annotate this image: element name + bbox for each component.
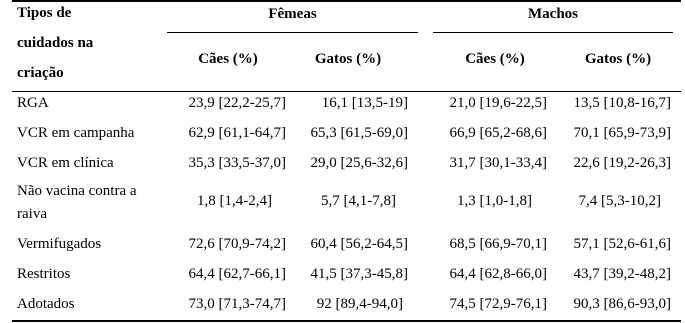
row-label: Adotados (17, 296, 75, 312)
row-label: VCR em campanha (17, 125, 135, 141)
cell-female-cats: 5,7 [4,1-7,8] (321, 193, 396, 209)
cell-male-cats: 90,3 [86,6-93,0] (573, 296, 671, 312)
male-cats-header: Gatos (%) (584, 51, 652, 67)
cell-female-dogs: 62,9 [61,1-64,7] (188, 125, 286, 141)
cell-female-cats: 41,5 [37,3-45,8] (310, 266, 408, 282)
row-label: Restritos (17, 266, 71, 282)
cell-female-dogs: 72,6 [70,9-74,2] (188, 236, 286, 252)
female-group-rule (167, 32, 418, 33)
cell-male-cats: 70,1 [65,9-73,9] (573, 125, 671, 141)
male-group-header: Machos (528, 6, 578, 22)
cell-male-dogs: 21,0 [19,6-22,5] (449, 95, 547, 111)
cell-female-cats: 16,1 [13,5-19] (321, 95, 408, 111)
cell-male-cats: 13,5 [10,8-16,7] (573, 95, 671, 111)
cell-female-cats: 60,4 [56,2-64,5] (310, 236, 408, 252)
row-label: RGA (17, 95, 49, 111)
cell-male-dogs: 1,3 [1,0-1,8] (457, 193, 532, 209)
cell-female-cats: 92 [89,4-94,0] (316, 296, 403, 312)
header-bottom-rule (12, 91, 681, 92)
row-label-header-line1: Tipos de (17, 5, 72, 21)
cell-female-dogs: 23,9 [22,2-25,7] (188, 95, 286, 111)
cell-male-dogs: 64,4 [62,8-66,0] (449, 266, 547, 282)
cell-female-cats: 65,3 [61,5-69,0] (310, 125, 408, 141)
female-group-header: Fêmeas (268, 6, 317, 22)
row-label-line1: Não vacina contra a (17, 183, 137, 199)
cell-male-cats: 43,7 [39,2-48,2] (573, 266, 671, 282)
male-group-rule (433, 32, 673, 33)
cell-male-dogs: 66,9 [65,2-68,6] (449, 125, 547, 141)
cell-female-dogs: 73,0 [71,3-74,7] (188, 296, 286, 312)
cell-male-dogs: 31,7 [30,1-33,4] (449, 155, 547, 171)
row-label: VCR em clínica (17, 155, 114, 171)
row-label-header-line2: cuidados na (17, 35, 94, 51)
table-bottom-rule (12, 320, 681, 322)
cell-female-dogs: 35,3 [33,5-37,0] (188, 155, 286, 171)
female-cats-header: Gatos (%) (314, 51, 382, 67)
cell-female-dogs: 1,8 [1,4-2,4] (197, 193, 272, 209)
cell-male-cats: 57,1 [52,6-61,6] (573, 236, 671, 252)
cell-male-dogs: 74,5 [72,9-76,1] (449, 296, 547, 312)
cell-male-cats: 7,4 [5,3-10,2] (578, 193, 661, 209)
female-dogs-header: Cães (%) (198, 51, 258, 67)
table-top-rule (12, 0, 681, 2)
male-dogs-header: Cães (%) (465, 51, 525, 67)
cell-male-cats: 22,6 [19,2-26,3] (573, 155, 671, 171)
row-label-line2: raiva (17, 206, 47, 222)
row-label-header-line3: criação (17, 65, 64, 81)
cell-female-cats: 29,0 [25,6-32,6] (310, 155, 408, 171)
cell-male-dogs: 68,5 [66,9-70,1] (449, 236, 547, 252)
row-label: Vermifugados (17, 236, 102, 252)
cell-female-dogs: 64,4 [62,7-66,1] (188, 266, 286, 282)
